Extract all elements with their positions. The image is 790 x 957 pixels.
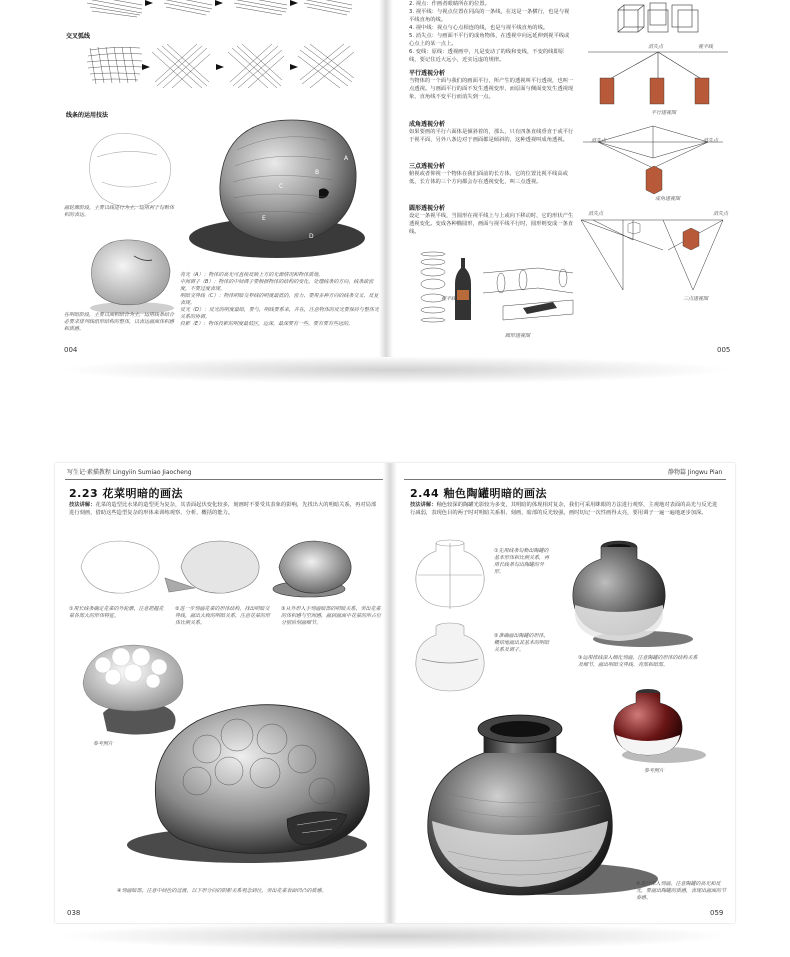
caption-three-point: 三点透视图 xyxy=(683,296,709,302)
head-rule xyxy=(65,479,383,480)
annotation-outline-stage: 画轮廓阶段，主要以线进行为主，运用利于勾勒体积的表达。 xyxy=(64,205,175,218)
page-059 xyxy=(398,463,735,923)
label-e: E xyxy=(262,215,266,222)
step-1-caption: ①用长线条确定花菜的外轮廓，注意把握花菜各部大的形体特征。 xyxy=(69,606,164,619)
cross-hatching-samples xyxy=(52,38,386,98)
vp-label-3pt: 消失点 xyxy=(588,211,604,217)
apple-drawing xyxy=(187,110,386,270)
angular-perspective-diagram xyxy=(578,120,728,200)
vp-label-3pt-right: 消失点 xyxy=(713,211,729,217)
bottom-spread-shadow xyxy=(55,922,735,950)
bottom-book-spread xyxy=(55,463,735,923)
circle-perspective-diagram xyxy=(413,248,593,338)
step-3-caption: ③从外形入手刻画暗部的明暗关系，突出花菜的体积感与空间感，画到画面中花菜的所占位分别后刻画细节。 xyxy=(281,606,382,626)
final-step-caption-right: ④进行深入刻画，注意陶罐的高光和反光，要画出陶罐的质感，表现出画面的节奏感。 xyxy=(636,881,727,901)
top-book-spread xyxy=(52,0,738,357)
three-point-perspective-diagram xyxy=(573,210,733,305)
section-title-jar: 2.44 釉色陶罐明暗的画法 xyxy=(410,487,547,500)
horizon-label-circle: 视平线 xyxy=(441,296,457,302)
explanation-highlight: 亮光（A）：物体的高光可直接反映上方的光源情况和物体质地。 xyxy=(180,272,324,278)
running-head-left: 写生记·素描教程 Lingyiin Sumiao Jiaocheng xyxy=(67,469,192,476)
running-head-right: 静物篇 Jingwu Pian xyxy=(668,469,723,476)
heading-parallel-perspective: 平行透视分析 xyxy=(409,70,446,77)
annotation-tone-stage: 在明暗阶段，主要以面积结合为主，运用线条结合必要求排列线组形结构的整体，以表达画面体积感和质感。 xyxy=(64,312,175,332)
vp-label-right: 消失点 xyxy=(703,138,719,144)
page-004 xyxy=(52,0,386,357)
jar-step-3-caption: ③运用排线深入细化刻画，注意陶罐的形体的结构关系及细节，画出明暗交界线、亮部和暗部。 xyxy=(578,655,698,668)
list-item: 2. 视点：作画者眼睛所在的位置。 xyxy=(409,1,490,7)
book-gutter-bottom xyxy=(383,463,397,923)
caption-angular-perspective: 成角透视图 xyxy=(655,196,681,202)
apple-explanation xyxy=(180,272,380,328)
label-b: B xyxy=(315,169,320,176)
caption-circle-perspective: 圆形透视图 xyxy=(505,333,531,339)
explanation-terminator: 明暗交界线（C）：物体明暗交界线的明度最低的，密力、要用多种方向的线条交叉、反复表现。 xyxy=(180,293,379,306)
intro-text-jar: 釉色较深的陶罐光影较为多变，其明暗的体现相对复杂，我们可采用眯眼的方法进行观察，主观地对表面的高光与反光进行减弱，表现色目的两子时对明暗关系相、刻画，暗部的反光较强，画时切记一次性画得太亮，要用调子一遍一遍地逐步加深。 xyxy=(410,502,718,516)
heading-circle-perspective: 圆形透视分析 xyxy=(409,205,446,212)
arrow-icon xyxy=(290,64,298,70)
list-item: 6. 变线：原线：透视画中，凡是变动了的线和变线，不变的线即原线，要记住近大远小，近实远虚的规律。 xyxy=(409,49,565,63)
cauliflower-final-drawing xyxy=(117,699,377,869)
label-c: C xyxy=(279,183,284,190)
horizon-label: 视平线 xyxy=(698,44,714,50)
final-step-caption-left: ④刻画暗部，注意中间色的过渡，以下形分向的阴影关系观念到位，突出花菜表面凹凸的质感。 xyxy=(117,888,327,894)
jar-step-1-sketch xyxy=(410,535,490,615)
intro-cauliflower xyxy=(69,501,379,517)
heading-line-application: 线条的运用技法 xyxy=(66,112,109,119)
intro-label: 技法讲解： xyxy=(69,502,96,508)
page-038 xyxy=(55,463,388,923)
list-item: 4. 视中线：视点与心点相连的线，也是与视平线直角的线。 xyxy=(409,25,549,31)
reference-photo-caption-left: 参考照片 xyxy=(93,741,114,747)
jar-final-drawing xyxy=(418,701,668,901)
page-number-059: 059 xyxy=(710,909,724,917)
arrow-icon xyxy=(216,64,224,70)
arrow-icon xyxy=(142,64,150,70)
label-d: D xyxy=(309,233,314,240)
hatching-samples-top xyxy=(52,0,386,20)
jar-step-1-caption: ①先用线条勾勒出陶罐的基本形体和比例关系，再用长线条勾出陶罐的外形。 xyxy=(494,548,550,575)
label-a: A xyxy=(344,155,349,162)
text-parallel-perspective: 当物体的一个面与我们的画面平行，所产生的透视叫平行透视，也叫一点透视。与画面平行的面不发生透视变形，而原面与侧面变发生透视现象，直角线不变平行而消失到一点。 xyxy=(409,78,574,100)
jar-step-2-caption: ②准确画出陶罐的形体，概括地画出其基本的明暗关系及调子。 xyxy=(494,633,550,653)
cauliflower-step-sketches xyxy=(69,537,379,601)
jar-step-3-drawing xyxy=(563,535,693,650)
page-number-004: 004 xyxy=(64,346,78,354)
arrow-icon xyxy=(145,0,153,6)
intro-label-jar: 技法讲解： xyxy=(410,502,437,508)
page-number-038: 038 xyxy=(67,909,81,917)
apple-outline-sketch xyxy=(72,122,182,212)
list-item: 5. 消失点：与画面不平行的成角物体，在透视中向远延伸到视平线或心点上的某一点上。 xyxy=(409,33,570,47)
vp-label: 消失点 xyxy=(648,44,664,50)
intro-jar xyxy=(410,501,722,517)
top-spread-shadow xyxy=(55,356,735,384)
intro-text: 花菜的造型比水果的造型更为复杂，其表面起伏变化较多，刻画时不要受其表象的影响，先找出大的明暗关系，再对局部进行刻画，借助这些造型复杂的形体来训练观察、分析、概括的能力。 xyxy=(69,502,377,516)
text-angular-perspective: 如果要画的平行六面体是倾斜着的，那么，只有四条直线垂直于或平行于视平面，另外八条边对于画面都是倾斜的，这种透视叫成角透视。 xyxy=(409,129,574,143)
parallel-perspective-diagram xyxy=(578,0,728,120)
explanation-cast-shadow: 投影（E）：物体投影的明度最低区，近深，最深要有一些。要有要有些远的。 xyxy=(180,321,354,327)
definition-list xyxy=(409,0,574,64)
head-rule-right xyxy=(404,479,726,480)
apple-tonal-sketch xyxy=(72,226,182,316)
book-gutter xyxy=(379,0,393,357)
reference-photo-caption-right: 参考照片 xyxy=(644,768,665,774)
arrow-icon xyxy=(290,0,298,6)
page-number-005: 005 xyxy=(717,346,731,354)
step-2-caption: ②进一步刻画花菜的形体结构，找出明暗交界线，画出大致的明暗关系，注意花菜的形体比例关系。 xyxy=(175,606,271,626)
caption-parallel-perspective: 平行透视图 xyxy=(651,110,677,116)
section-title-cauliflower: 2.23 花菜明暗的画法 xyxy=(69,487,183,500)
jar-step-2-sketch xyxy=(410,619,490,699)
explanation-midtone: 中间调子（B）：物体的中间调子要根据物体的结构的变化，处理线条的方向、线条疏密度，不要过度表现。 xyxy=(180,279,374,292)
text-three-point-perspective: 俯视或者仰视一个物体在我们面前的长方体，它的位置比视平线高或低，长方体的三个方向都会存在透视变化，叫三点透视。 xyxy=(409,171,568,185)
text-circle-perspective: 设定一条视平线，当圆形在视平线上与上或向下移动时，它的形状产生透视变化。变成各种椭圆形，画面与视平线平行时，圆形则变成一条直线。 xyxy=(409,213,574,235)
explanation-reflected-light: 反光（D）：反光的明度最暗，要与，明线要系来，并在，注意物体的反光要保持与整体光关系的协调。 xyxy=(180,307,379,320)
heading-angular-perspective: 成角透视分析 xyxy=(409,121,446,128)
list-item: 3. 视平线：与视点位置在同高的一条线，在这是一条横行，也是与视平线直角的线。 xyxy=(409,9,570,23)
page-005 xyxy=(393,0,738,357)
heading-three-point-perspective: 三点透视分析 xyxy=(409,163,446,170)
arrow-icon xyxy=(215,0,223,6)
heading-cross-lines: 交叉弧线 xyxy=(66,33,91,40)
vp-label-left: 消失点 xyxy=(591,138,607,144)
